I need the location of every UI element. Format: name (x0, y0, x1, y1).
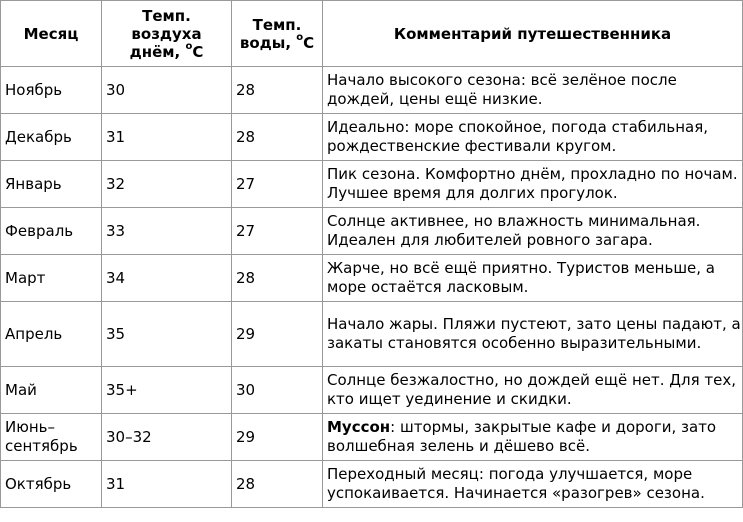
cell-water-temp: 28 (232, 67, 323, 114)
comment-text: : штормы, закрытые кафе и дороги, зато волшебная зелень и дёшево всё. (327, 418, 717, 455)
cell-month: Февраль (1, 208, 102, 255)
cell-comment: Начало жары. Пляжи пустеют, зато цены падают, а закаты становятся особенно выразительными. (323, 302, 743, 367)
cell-water-temp: 29 (232, 302, 323, 367)
header-row (1, 1, 743, 67)
cell-water-temp: 28 (232, 461, 323, 508)
cell-air-temp: 30–32 (102, 414, 232, 461)
cell-comment (323, 414, 743, 461)
cell-air-temp: 35+ (102, 367, 232, 414)
table-row (1, 302, 743, 367)
cell-water-temp: 30 (232, 367, 323, 414)
cell-comment: Жарче, но всё ещё приятно. Туристов меньше, а море остаётся ласковым. (323, 255, 743, 302)
cell-water-temp: 27 (232, 161, 323, 208)
cell-month: Июнь–сентябрь (1, 414, 102, 461)
header-water-temp: Темп. воды, $^o$C (232, 1, 323, 67)
cell-month: Ноябрь (1, 67, 102, 114)
cell-comment: Солнце активнее, но влажность минимальная. Идеален для любителей ровного загара. (323, 208, 743, 255)
cell-air-temp: 31 (102, 114, 232, 161)
cell-month: Октябрь (1, 461, 102, 508)
cell-comment: Пик сезона. Комфортно днём, прохладно по ночам. Лучшее время для долгих прогулок. (323, 161, 743, 208)
table-row (1, 114, 743, 161)
table-row (1, 461, 743, 508)
cell-month: Март (1, 255, 102, 302)
cell-comment: Солнце безжалостно, но дождей ещё нет. Для тех, кто ищет уединение и скидки. (323, 367, 743, 414)
cell-month: Май (1, 367, 102, 414)
cell-comment: Начало высокого сезона: всё зелёное после дождей, цены ещё низкие. (323, 67, 743, 114)
table-row (1, 414, 743, 461)
cell-month: Январь (1, 161, 102, 208)
header-air-temp: Темп. воздуха днём, $^o$C (102, 1, 232, 67)
header-comment: Комментарий путешественника (323, 1, 743, 67)
table-row (1, 367, 743, 414)
cell-month: Декабрь (1, 114, 102, 161)
cell-air-temp: 31 (102, 461, 232, 508)
cell-month: Апрель (1, 302, 102, 367)
table-row (1, 255, 743, 302)
table-row (1, 161, 743, 208)
cell-comment: Идеально: море спокойное, погода стабильная, рождественские фестивали кругом. (323, 114, 743, 161)
cell-water-temp: 28 (232, 114, 323, 161)
monsoon-label: Муссон (327, 418, 391, 436)
cell-air-temp: 34 (102, 255, 232, 302)
cell-water-temp: 28 (232, 255, 323, 302)
header-month: Месяц (1, 1, 102, 67)
cell-air-temp: 32 (102, 161, 232, 208)
cell-air-temp: 33 (102, 208, 232, 255)
cell-air-temp: 35 (102, 302, 232, 367)
cell-air-temp: 30 (102, 67, 232, 114)
table-row (1, 67, 743, 114)
cell-water-temp: 27 (232, 208, 323, 255)
cell-water-temp: 29 (232, 414, 323, 461)
table-row (1, 208, 743, 255)
cell-comment: Переходный месяц: погода улучшается, море успокаивается. Начинается «разогрев» сезона. (323, 461, 743, 508)
